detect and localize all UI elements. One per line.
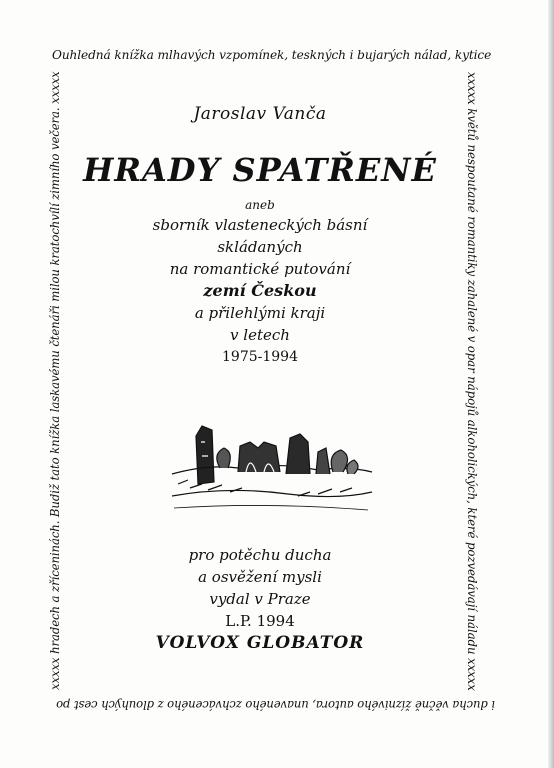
subtitle-emphasis: zemí Českou: [203, 281, 317, 300]
imprint-line: vydal v Praze: [209, 590, 311, 608]
border-text-top: Ouhledná knížka mlhavých vzpomínek, teskných i bujarých nálad, kytice: [52, 48, 492, 62]
border-text-bottom: i ducha věčně žíznivého autora, unaveného zchváceného z dlouhých cest po: [56, 698, 495, 712]
subtitle-line: skládaných: [217, 238, 303, 256]
years: 1975-1994: [222, 349, 298, 365]
publisher-name: VOLVOX GLOBATOR: [155, 633, 365, 653]
subtitle-line: na romantické putování: [169, 260, 351, 278]
book-title: HRADY SPATŘENÉ: [83, 151, 437, 189]
imprint-line: L.P. 1994: [225, 612, 295, 630]
subtitle-line: v letech: [230, 326, 290, 344]
author-name: Jaroslav Vanča: [193, 104, 327, 124]
border-text-right: xxxxx květů nespoutané romantiky zahalené v opar nápojů alkoholických, které pozvedávají náladu xxxxx: [465, 72, 479, 691]
page-edge: [548, 0, 554, 768]
imprint-block: [60, 544, 460, 654]
subtitle-line: aneb: [245, 198, 275, 212]
border-text-left: xxxxx hradech a zříceninách. Budiž tato knížka laskavému čtenáři milou kratochvílí zimního večera. xxxxx: [48, 71, 62, 690]
subtitle-line: sborník vlasteneckých básní: [152, 216, 368, 234]
imprint-line: a osvěžení mysli: [198, 568, 322, 586]
imprint-line: pro potěchu ducha: [188, 546, 332, 564]
subtitle-line: a přilehlými kraji: [194, 304, 326, 322]
castle-ruin-illustration: [168, 412, 374, 520]
subtitle-block: [60, 196, 460, 368]
